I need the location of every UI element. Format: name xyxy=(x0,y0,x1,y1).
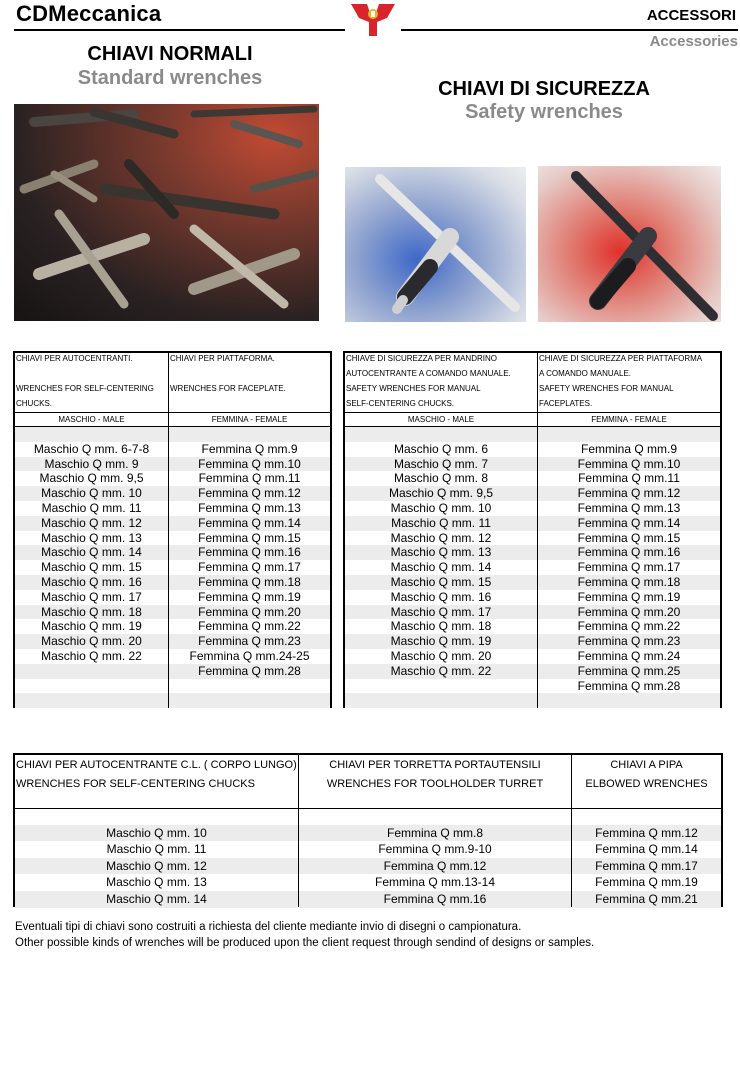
table-row: Femmina Q mm.12 xyxy=(538,486,720,501)
column-header-line: FACEPLATES. xyxy=(539,399,593,408)
column-header-line: A COMANDO MANUALE. xyxy=(539,369,632,378)
column-header-line: SELF-CENTERING CHUCKS. xyxy=(346,399,455,408)
table-row: Maschio Q mm. 16 xyxy=(390,589,492,604)
table-row: Maschio Q mm. 17 xyxy=(41,589,142,604)
table-row: Femmina Q mm.25 xyxy=(538,664,720,679)
table-row: Maschio Q mm. 9 xyxy=(15,457,168,472)
table-row: Maschio Q mm. 11 xyxy=(345,516,537,531)
subheader-rule-bottom xyxy=(345,426,720,427)
column-header-line: WRENCHES FOR SELF-CENTERING xyxy=(16,384,154,393)
table-row: Femmina Q mm.16 xyxy=(299,891,571,908)
column-header-line: CHIAVI PER PIATTAFORMA. xyxy=(170,354,275,363)
table-row: Femmina Q mm.12 xyxy=(572,825,721,842)
category-english: Accessories xyxy=(649,33,738,50)
column-subheader: MASCHIO - MALE xyxy=(58,415,125,424)
subheader-rule-bottom xyxy=(15,426,330,427)
table-row: Maschio Q mm. 14 xyxy=(390,560,492,575)
table-row: Maschio Q mm. 17 xyxy=(345,605,537,620)
table-row: Femmina Q mm.20 xyxy=(538,605,720,620)
item-column xyxy=(538,353,720,706)
table-row xyxy=(169,427,330,442)
table-row: Maschio Q mm. 20 xyxy=(390,649,492,663)
table-row: Femmina Q mm.19 xyxy=(595,875,698,890)
safety-female-wrench-photo xyxy=(538,166,721,322)
table-row: Maschio Q mm. 7 xyxy=(345,457,537,472)
table-row: Femmina Q mm.9 xyxy=(201,441,298,456)
table-row: Femmina Q mm.22 xyxy=(198,619,301,634)
column-header-line: ELBOWED WRENCHES xyxy=(585,778,708,790)
table-row xyxy=(299,808,571,825)
table-row: Maschio Q mm. 13 xyxy=(345,545,537,560)
table-row: Maschio Q mm. 13 xyxy=(41,530,142,545)
header-rule-right xyxy=(401,29,738,31)
standard-title-italian: CHIAVI NORMALI xyxy=(87,43,253,65)
table-row: Femmina Q mm.11 xyxy=(198,471,301,486)
column-header-line: WRENCHES FOR FACEPLATE. xyxy=(170,384,286,393)
column-header-line: SAFETY WRENCHES FOR MANUAL xyxy=(346,384,481,393)
standard-wrenches-table xyxy=(13,351,332,708)
column-header-line: CHUCKS. xyxy=(16,399,53,408)
table-row: Femmina Q mm.16 xyxy=(538,545,720,560)
header-rule xyxy=(15,808,721,809)
table-row xyxy=(15,693,168,708)
special-wrenches-table xyxy=(13,753,723,907)
table-row xyxy=(169,679,330,694)
table-row: Maschio Q mm. 6 xyxy=(393,441,489,456)
column-header-line: CHIAVE DI SICUREZZA PER PIATTAFORMA xyxy=(539,354,703,363)
table-row xyxy=(345,679,537,694)
item-column xyxy=(299,755,571,905)
table-row: Femmina Q mm.18 xyxy=(169,575,330,590)
table-row: Femmina Q mm.14 xyxy=(595,842,698,857)
table-row: Femmina Q mm.21 xyxy=(572,891,721,908)
table-row: Maschio Q mm. 16 xyxy=(15,575,168,590)
table-row xyxy=(538,693,720,708)
table-row: Femmina Q mm.17 xyxy=(577,560,681,575)
column-header-line: CHIAVI A PIPA xyxy=(610,759,683,771)
table-row: Femmina Q mm.10 xyxy=(169,457,330,472)
safety-title-english: Safety wrenches xyxy=(465,101,623,123)
column-subheader: FEMMINA - FEMALE xyxy=(211,415,288,424)
table-row: Femmina Q mm.12 xyxy=(299,858,571,875)
column-header-line: CHIAVI PER AUTOCENTRANTE C.L. ( CORPO LUNGO) xyxy=(16,759,297,771)
table-row: Femmina Q mm.17 xyxy=(198,560,301,575)
table-row: Maschio Q mm. 22 xyxy=(345,664,537,679)
table-row xyxy=(15,427,168,442)
table-row: Maschio Q mm. 6-7-8 xyxy=(33,441,150,456)
table-row: Femmina Q mm.12 xyxy=(169,486,330,501)
table-row: Femmina Q mm.15 xyxy=(577,530,681,545)
table-row: Maschio Q mm. 14 xyxy=(15,545,168,560)
table-row: Femmina Q mm.23 xyxy=(169,634,330,649)
column-header-line: CHIAVI PER AUTOCENTRANTI. xyxy=(16,354,133,363)
header-rule-left xyxy=(14,29,345,31)
table-row: Femmina Q mm.18 xyxy=(538,575,720,590)
table-row: Femmina Q mm.10 xyxy=(538,457,720,472)
table-row: Maschio Q mm. 12 xyxy=(15,516,168,531)
table-row: Maschio Q mm. 15 xyxy=(345,575,537,590)
table-row: Maschio Q mm. 10 xyxy=(15,486,168,501)
table-row: Maschio Q mm. 20 xyxy=(15,634,168,649)
table-row: Femmina Q mm.13 xyxy=(577,501,681,515)
table-row: Maschio Q mm. 11 xyxy=(41,501,142,515)
item-column xyxy=(15,353,168,706)
table-row: Maschio Q mm. 18 xyxy=(390,619,492,634)
safety-title-italian: CHIAVI DI SICUREZZA xyxy=(438,78,650,100)
column-header-line: SAFETY WRENCHES FOR MANUAL xyxy=(539,384,674,393)
table-row: Maschio Q mm. 14 xyxy=(15,891,298,908)
table-row: Femmina Q mm.16 xyxy=(169,545,330,560)
note-italian: Eventuali tipi di chiavi sono costruiti a richiesta del cliente mediante invio di disegni o campionatura. xyxy=(15,921,522,933)
column-header-line: CHIAVE DI SICUREZZA PER MANDRINO xyxy=(346,354,497,363)
table-row: Femmina Q mm.24 xyxy=(577,649,681,663)
table-row: Maschio Q mm. 8 xyxy=(393,471,489,486)
item-column xyxy=(345,353,537,706)
column-header-line: WRENCHES FOR TOOLHOLDER TURRET xyxy=(326,778,544,790)
column-header-line: CHIAVI PER TORRETTA PORTAUTENSILI xyxy=(329,759,541,771)
item-column xyxy=(169,353,330,706)
table-row: Femmina Q mm.23 xyxy=(538,634,720,649)
table-row: Femmina Q mm.14 xyxy=(538,516,720,531)
table-row: Femmina Q mm.8 xyxy=(299,825,571,842)
table-row: Maschio Q mm. 19 xyxy=(41,619,142,634)
item-column xyxy=(572,755,721,905)
table-row: Femmina Q mm.9-10 xyxy=(378,842,492,857)
table-row: Femmina Q mm.13 xyxy=(198,501,301,515)
table-row: Femmina Q mm.28 xyxy=(169,664,330,679)
column-subheader: MASCHIO - MALE xyxy=(407,415,475,424)
table-row: Femmina Q mm.15 xyxy=(198,530,301,545)
table-row: Maschio Q mm. 10 xyxy=(390,501,492,515)
table-row xyxy=(15,808,298,825)
note-english: Other possible kinds of wrenches will be produced upon the client request through sendind of designs or samples. xyxy=(15,937,595,949)
table-row: Maschio Q mm. 11 xyxy=(106,842,207,857)
table-row: Maschio Q mm. 12 xyxy=(390,530,492,545)
table-row: Femmina Q mm.14 xyxy=(169,516,330,531)
table-row: Maschio Q mm. 15 xyxy=(41,560,142,575)
table-row: Femmina Q mm.20 xyxy=(169,605,330,620)
table-row: Maschio Q mm. 18 xyxy=(15,605,168,620)
table-row: Femmina Q mm.13-14 xyxy=(374,875,496,890)
table-row: Maschio Q mm. 9,5 xyxy=(39,471,144,486)
table-row: Femmina Q mm.22 xyxy=(577,619,681,634)
brand-name: CDMeccanica xyxy=(16,1,162,26)
safety-wrenches-table xyxy=(343,351,722,708)
table-row xyxy=(169,693,330,708)
table-row: Maschio Q mm. 10 xyxy=(15,825,298,842)
item-column xyxy=(15,755,298,905)
table-row: Femmina Q mm.11 xyxy=(578,471,680,486)
table-row: Femmina Q mm.9 xyxy=(580,441,677,456)
table-row xyxy=(345,693,537,708)
company-logo xyxy=(347,0,399,40)
table-row xyxy=(345,427,537,442)
standard-wrenches-photo xyxy=(14,104,319,321)
table-row: Maschio Q mm. 13 xyxy=(106,875,207,890)
subheader-rule-top xyxy=(15,412,330,413)
table-row xyxy=(572,808,721,825)
column-header-line: WRENCHES FOR SELF-CENTERING CHUCKS xyxy=(16,778,255,790)
category-italian: ACCESSORI xyxy=(646,7,736,24)
table-row: Maschio Q mm. 12 xyxy=(15,858,298,875)
table-row: Femmina Q mm.24-25 xyxy=(189,649,310,663)
table-row xyxy=(15,664,168,679)
table-row: Maschio Q mm. 22 xyxy=(41,649,142,663)
table-row: Femmina Q mm.17 xyxy=(572,858,721,875)
standard-title-english: Standard wrenches xyxy=(77,67,263,89)
column-subheader: FEMMINA - FEMALE xyxy=(591,415,667,424)
table-row: Maschio Q mm. 19 xyxy=(345,634,537,649)
column-header-line: AUTOCENTRANTE A COMANDO MANUALE. xyxy=(346,369,511,378)
table-row: Femmina Q mm.19 xyxy=(577,589,681,604)
table-row xyxy=(15,679,168,694)
table-row: Maschio Q mm. 9,5 xyxy=(345,486,537,501)
table-row xyxy=(538,427,720,442)
table-row: Femmina Q mm.19 xyxy=(198,589,301,604)
safety-male-wrench-photo xyxy=(345,167,526,322)
subheader-rule-top xyxy=(345,412,720,413)
table-row: Femmina Q mm.28 xyxy=(577,678,681,693)
